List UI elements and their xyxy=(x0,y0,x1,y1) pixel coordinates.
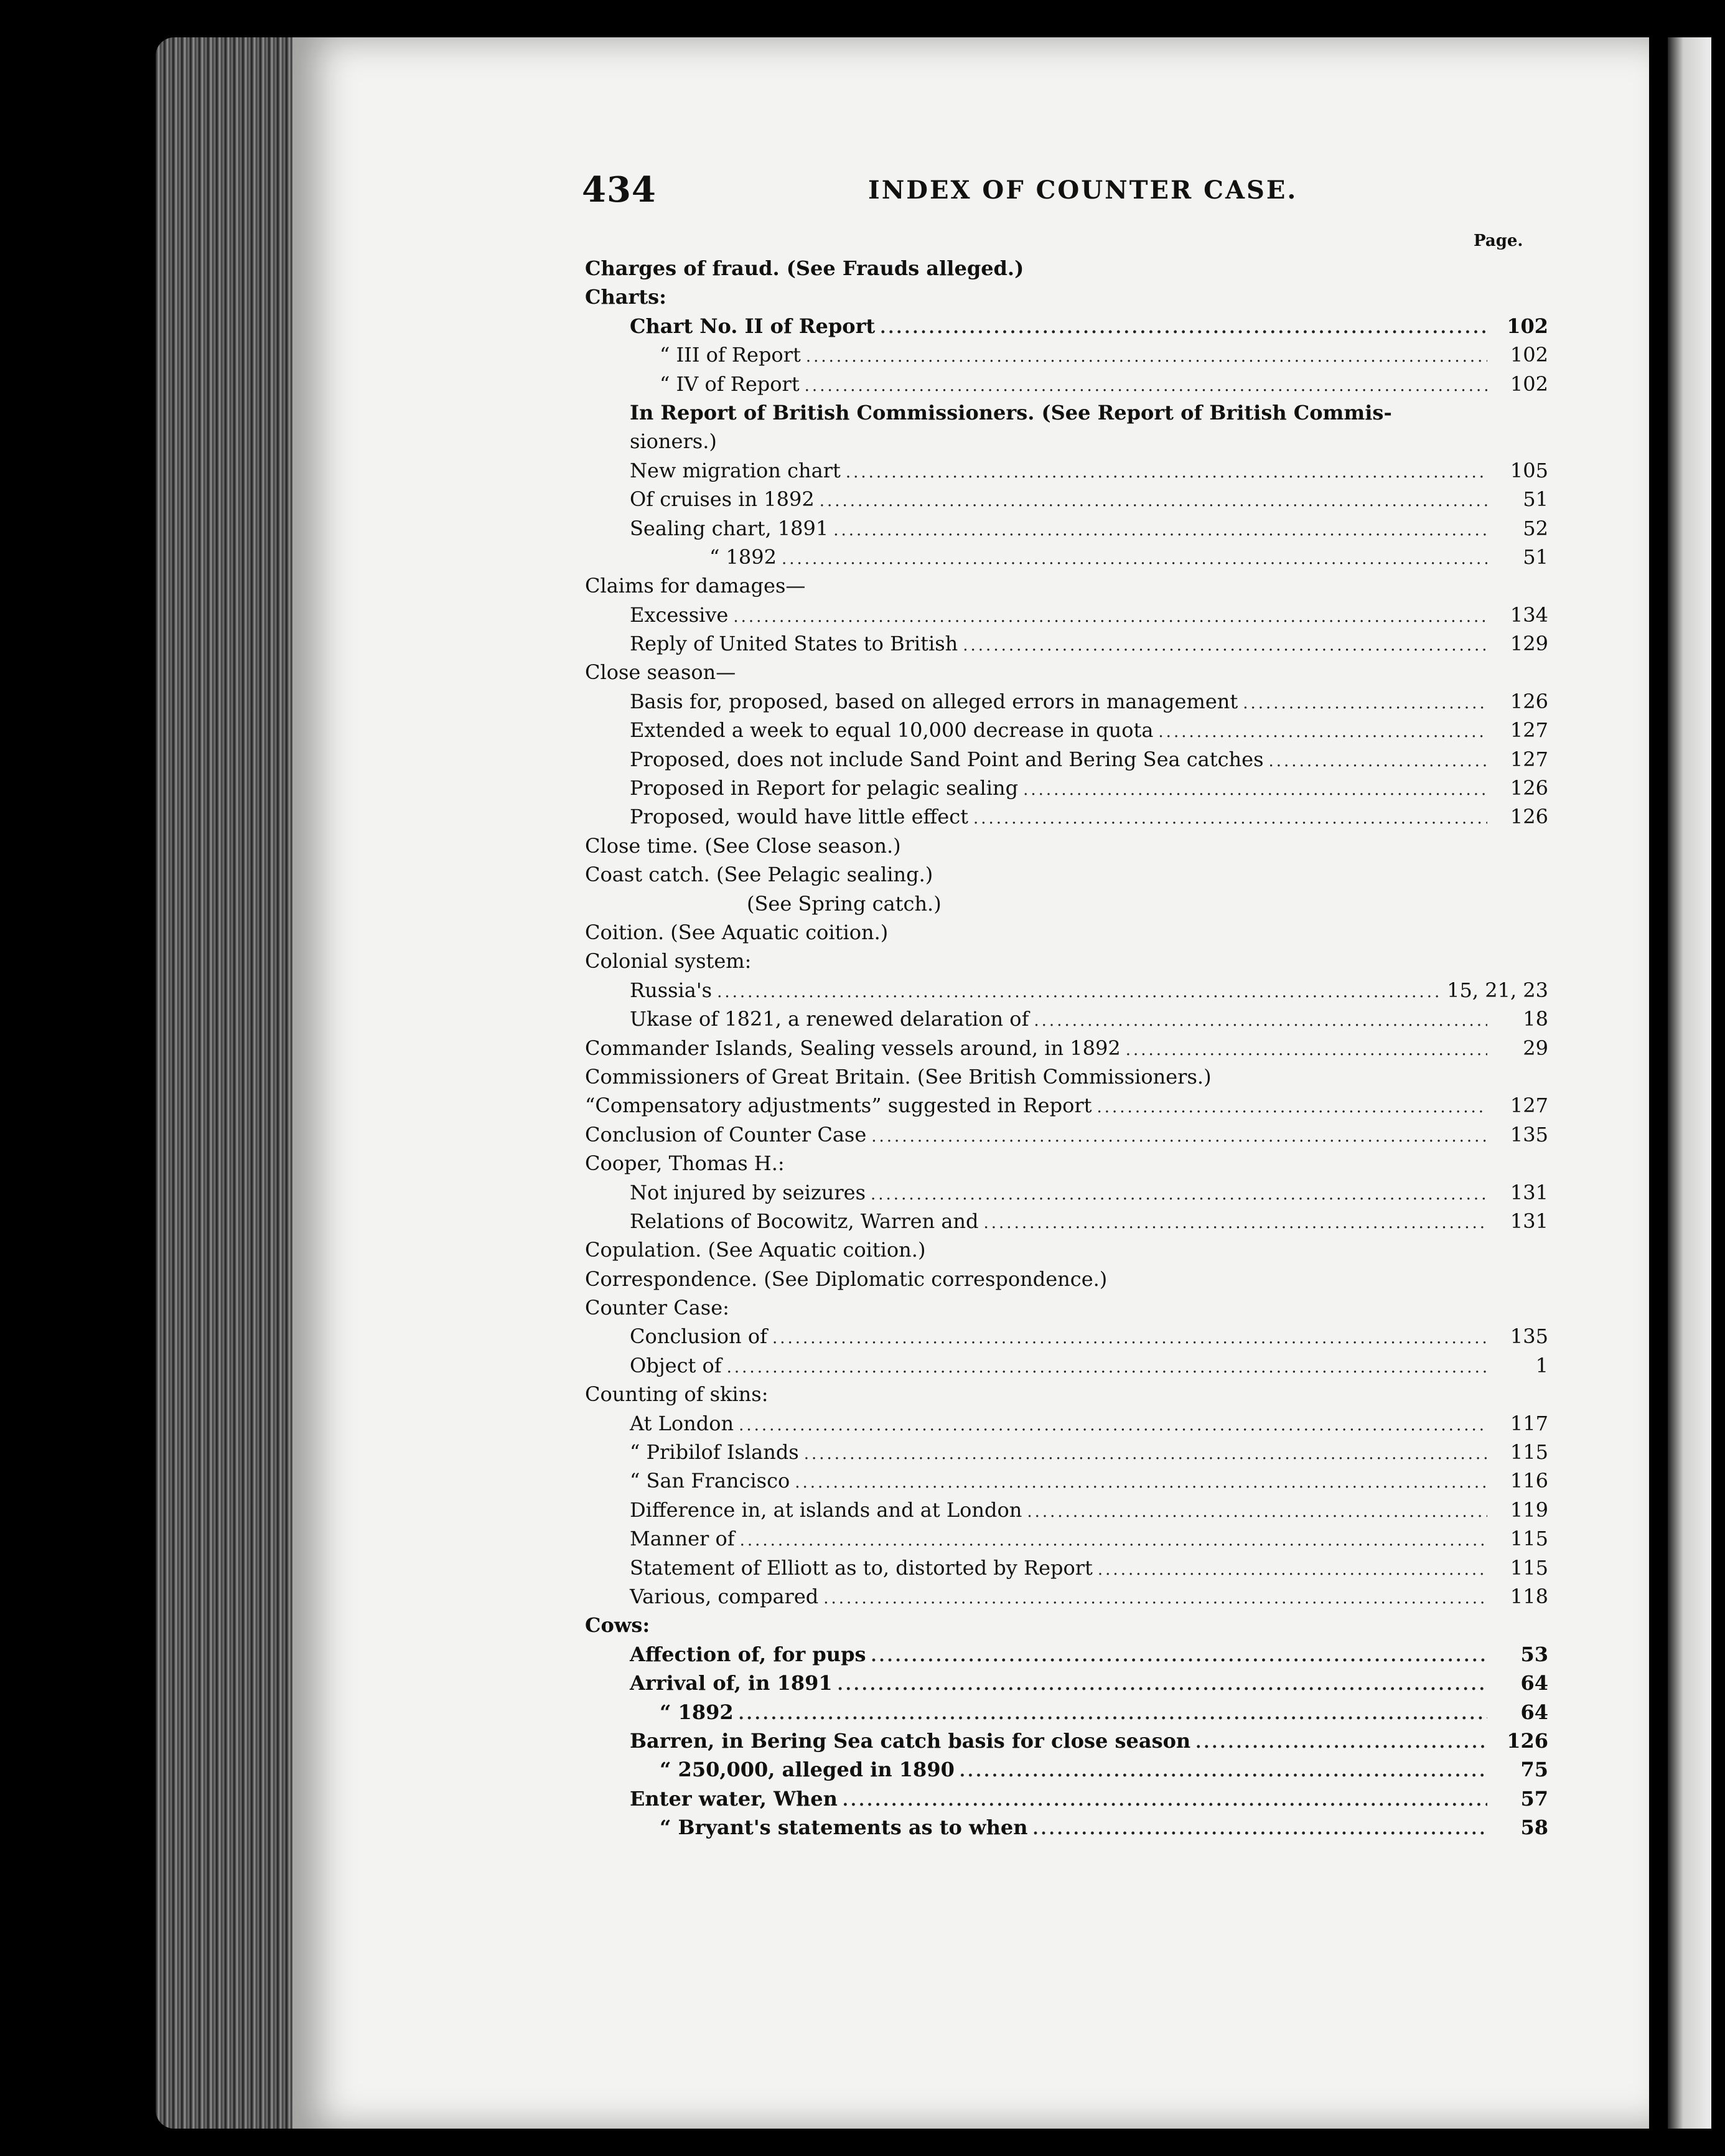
leader-dots xyxy=(838,1671,1487,1699)
index-entry-page: 127 xyxy=(1510,1094,1548,1118)
index-entry-page: 1 xyxy=(1535,1353,1548,1377)
index-entry xyxy=(585,1438,1548,1466)
index-entry-text: Reply of United States to British xyxy=(630,632,958,656)
index-entry xyxy=(585,687,1548,716)
index-entry-page: 134 xyxy=(1510,602,1548,627)
index-entry-text: “ 1892 xyxy=(709,545,777,569)
index-entry xyxy=(585,1091,1548,1120)
leader-dots xyxy=(973,804,1487,833)
index-entry-text: Colonial system: xyxy=(585,949,752,973)
index-entry-page: 102 xyxy=(1510,343,1548,367)
index-entry-page: 115 xyxy=(1510,1440,1548,1465)
index-entry xyxy=(585,398,1548,427)
index-entry xyxy=(585,1554,1548,1582)
index-entry-page: 131 xyxy=(1510,1209,1548,1233)
index-entry-page: 135 xyxy=(1510,1324,1548,1349)
index-entry xyxy=(585,802,1548,831)
index-entry xyxy=(585,1207,1548,1235)
leader-dots xyxy=(1098,1555,1487,1584)
index-entry-text: “ Pribilof Islands xyxy=(630,1440,799,1465)
index-entry-text: Manner of xyxy=(630,1527,735,1551)
index-entry-page: 117 xyxy=(1510,1411,1548,1435)
index-entry xyxy=(585,1322,1548,1351)
index-entry-text: Charges of fraud. (See Frauds alleged.) xyxy=(585,256,1024,280)
index-entry-text: Barren, in Bering Sea catch basis for close season xyxy=(630,1728,1191,1753)
index-entry-text: Conclusion of Counter Case xyxy=(585,1122,867,1146)
index-entry-text: Russia's xyxy=(630,978,713,1002)
index-entry-page: 75 xyxy=(1520,1758,1548,1782)
index-entry-page: 126 xyxy=(1510,776,1548,800)
index-entry-text: Various, compared xyxy=(630,1584,819,1608)
index-entry-text: Relations of Bocowitz, Warren and xyxy=(630,1209,979,1233)
index-entry xyxy=(585,629,1548,658)
index-entry-text: Not injured by seizures xyxy=(630,1180,866,1204)
leader-dots xyxy=(1027,1497,1487,1526)
index-entry-text: Correspondence. (See Diplomatic correspondence.) xyxy=(585,1267,1108,1291)
leader-dots xyxy=(805,372,1487,400)
index-entry xyxy=(585,370,1548,398)
index-entry xyxy=(585,1524,1548,1553)
index-entry-page: 126 xyxy=(1510,689,1548,713)
index-entry-text: (See Spring catch.) xyxy=(747,891,942,916)
index-entry-text: Difference in, at islands and at London xyxy=(630,1497,1022,1522)
index-entry-text: Statement of Elliott as to, distorted by Report xyxy=(630,1555,1093,1580)
index-entry-text: Close season— xyxy=(585,660,736,685)
index-entry-text: Commissioners of Great Britain. (See British Commissioners.) xyxy=(585,1064,1212,1089)
index-entry xyxy=(585,745,1548,774)
index-entry-text: “ IV of Report xyxy=(660,372,800,396)
index-entry-page: 135 xyxy=(1510,1122,1548,1146)
index-entry-page: 51 xyxy=(1523,487,1548,512)
index-entry xyxy=(585,1640,1548,1669)
leader-dots xyxy=(727,1353,1487,1382)
page-header xyxy=(582,169,1553,219)
index-entry xyxy=(585,1005,1548,1033)
index-entry-text: Arrival of, in 1891 xyxy=(630,1671,833,1695)
index-entry-page: 57 xyxy=(1520,1786,1548,1811)
index-entry xyxy=(585,571,1548,600)
leader-dots xyxy=(1158,718,1487,746)
leader-dots xyxy=(1126,1036,1487,1064)
leader-dots xyxy=(1034,1006,1487,1035)
leader-dots xyxy=(772,1324,1487,1352)
index-entry xyxy=(585,456,1548,485)
index-entry-text: Enter water, When xyxy=(630,1786,838,1811)
index-entry-text: Extended a week to equal 10,000 decrease in quota xyxy=(630,718,1154,743)
index-entry-text: Coast catch. (See Pelagic sealing.) xyxy=(585,863,933,887)
index-entry-text: “Compensatory adjustments” suggested in Report xyxy=(585,1094,1092,1118)
index-entry-page: 102 xyxy=(1507,314,1548,338)
index-entry xyxy=(585,1351,1548,1380)
index-entry-page: 131 xyxy=(1510,1180,1548,1204)
index-entry xyxy=(585,716,1548,744)
index-entry-text: Object of xyxy=(630,1353,722,1377)
index-entry-text: Counter Case: xyxy=(585,1296,729,1320)
leader-dots xyxy=(833,516,1487,545)
index-entry-text: Excessive xyxy=(630,602,729,627)
leader-dots xyxy=(1023,776,1487,804)
index-entry-text: Claims for damages— xyxy=(585,574,806,598)
index-entry xyxy=(585,601,1548,629)
index-entry-text: Proposed, does not include Sand Point and Bering Sea catches xyxy=(630,747,1264,771)
leader-dots xyxy=(871,1642,1487,1671)
index-entry xyxy=(585,1149,1548,1178)
index-entry-text: Conclusion of xyxy=(630,1324,767,1349)
index-entry xyxy=(585,1669,1548,1697)
index-entry-page: 64 xyxy=(1520,1671,1548,1695)
index-entry xyxy=(585,918,1548,947)
index-entry xyxy=(585,1235,1548,1264)
index-entry-text: Cows: xyxy=(585,1613,650,1638)
index-entry-text: Coition. (See Aquatic coition.) xyxy=(585,920,889,944)
index-entry-text: Affection of, for pups xyxy=(630,1642,866,1666)
index-entry xyxy=(585,1409,1548,1438)
index-entry-page: 58 xyxy=(1520,1816,1548,1840)
index-entry xyxy=(585,1698,1548,1727)
index-entry xyxy=(585,1265,1548,1293)
index-entry-text: Counting of skins: xyxy=(585,1382,769,1407)
index-entry-page: 105 xyxy=(1510,458,1548,482)
page-number: 434 xyxy=(582,169,657,210)
index-entry-text: New migration chart xyxy=(630,458,841,482)
index-entry xyxy=(585,1034,1548,1062)
index-entry-text: In Report of British Commissioners. (See Report of British Commis- xyxy=(630,400,1392,424)
index-entry-page: 127 xyxy=(1510,747,1548,771)
index-entry xyxy=(585,1611,1548,1639)
index-entry-text: Charts: xyxy=(585,285,666,309)
index-entry-text: “ III of Report xyxy=(660,343,801,367)
leader-dots xyxy=(871,1180,1487,1209)
index-entry-page: 64 xyxy=(1520,1700,1548,1724)
leader-dots xyxy=(1097,1093,1488,1122)
index-entry xyxy=(585,340,1548,369)
index-entry xyxy=(585,283,1548,311)
leader-dots xyxy=(843,1786,1487,1815)
leader-dots xyxy=(740,1526,1487,1555)
index-entry xyxy=(585,1727,1548,1755)
index-entry-text: Chart No. II of Report xyxy=(630,314,876,338)
leader-dots xyxy=(820,487,1487,515)
index-entry-text: Sealing chart, 1891 xyxy=(630,516,829,540)
leader-dots xyxy=(717,978,1442,1006)
index-entry-page: 126 xyxy=(1507,1728,1548,1753)
index-entry-page: 115 xyxy=(1510,1555,1548,1580)
index-entry xyxy=(585,774,1548,802)
leader-dots xyxy=(1195,1728,1487,1757)
leader-dots xyxy=(739,1411,1487,1440)
index-entry-page: 118 xyxy=(1510,1584,1548,1608)
leader-dots xyxy=(1269,747,1487,776)
index-entry-page: 129 xyxy=(1510,632,1548,656)
leader-dots xyxy=(960,1757,1487,1786)
index-entry-page: 53 xyxy=(1520,1642,1548,1666)
index-entry xyxy=(585,947,1548,975)
index-entry xyxy=(585,1582,1548,1611)
index-entry-page: 29 xyxy=(1523,1036,1548,1060)
index-entry xyxy=(585,832,1548,860)
leader-dots xyxy=(804,1440,1487,1468)
leader-dots xyxy=(795,1468,1487,1497)
page-column-label: Page. xyxy=(1474,232,1523,250)
index-entry-text: Proposed, would have little effect xyxy=(630,805,968,829)
index-entry-text: Of cruises in 1892 xyxy=(630,487,815,512)
leader-dots xyxy=(823,1584,1487,1613)
index-entry-page: 119 xyxy=(1510,1497,1548,1522)
index-entry xyxy=(585,1120,1548,1149)
index-entry-text: At London xyxy=(630,1411,734,1435)
index-entry-page: 115 xyxy=(1510,1527,1548,1551)
index-entry-text: “ 250,000, alleged in 1890 xyxy=(660,1758,955,1782)
leader-dots xyxy=(846,458,1487,487)
index-entry xyxy=(585,1813,1548,1842)
leader-dots xyxy=(739,1700,1487,1728)
index-entry xyxy=(585,658,1548,687)
index-entry xyxy=(585,1062,1548,1091)
index-entry-page: 116 xyxy=(1510,1469,1548,1493)
index-entry xyxy=(585,1496,1548,1524)
running-title: INDEX OF COUNTER CASE. xyxy=(868,176,1298,205)
index-entry xyxy=(585,514,1548,543)
leader-dots xyxy=(1243,689,1487,718)
index-entry-page: 126 xyxy=(1510,805,1548,829)
index-entry-text: “ San Francisco xyxy=(630,1469,790,1493)
index-entry-text: Commander Islands, Sealing vessels around, in 1892 xyxy=(585,1036,1121,1060)
index-entry xyxy=(585,1466,1548,1495)
facing-page-edge xyxy=(1668,37,1711,2129)
index-entry-page: 127 xyxy=(1510,718,1548,743)
index-entry-page: 52 xyxy=(1523,516,1548,540)
index-entry-page: 15, 21, 23 xyxy=(1447,978,1548,1002)
index-list xyxy=(585,254,1548,1842)
leader-dots xyxy=(871,1122,1487,1151)
index-entry xyxy=(585,485,1548,513)
index-entry xyxy=(585,1293,1548,1322)
index-entry-text: Copulation. (See Aquatic coition.) xyxy=(585,1238,926,1262)
index-entry-text: Close time. (See Close season.) xyxy=(585,833,901,858)
index-entry xyxy=(585,1784,1548,1813)
index-entry-page: 18 xyxy=(1523,1007,1548,1031)
index-entry xyxy=(585,427,1548,456)
index-entry-text: “ 1892 xyxy=(660,1700,734,1724)
index-entry-text: sioners.) xyxy=(630,429,717,454)
index-entry-text: Ukase of 1821, a renewed delaration of xyxy=(630,1007,1029,1031)
index-entry-text: Basis for, proposed, based on alleged errors in management xyxy=(630,689,1238,713)
index-entry xyxy=(585,1755,1548,1784)
index-entry xyxy=(585,889,1548,918)
book-page-edges xyxy=(156,37,305,2129)
leader-dots xyxy=(782,545,1487,573)
leader-dots xyxy=(733,602,1487,631)
leader-dots xyxy=(880,314,1487,342)
leader-dots xyxy=(963,631,1487,660)
leader-dots xyxy=(806,342,1487,371)
index-entry-text: Proposed in Report for pelagic sealing xyxy=(630,776,1019,800)
index-entry xyxy=(585,976,1548,1005)
index-entry xyxy=(585,312,1548,340)
index-entry xyxy=(585,254,1548,283)
index-entry xyxy=(585,1380,1548,1408)
index-entry xyxy=(585,860,1548,889)
index-entry xyxy=(585,543,1548,571)
index-entry-page: 51 xyxy=(1523,545,1548,569)
index-entry-page: 102 xyxy=(1510,372,1548,396)
index-entry xyxy=(585,1178,1548,1207)
leader-dots xyxy=(1032,1815,1487,1844)
leader-dots xyxy=(984,1209,1487,1237)
index-entry-text: Cooper, Thomas H.: xyxy=(585,1151,785,1176)
index-entry-text: “ Bryant's statements as to when xyxy=(660,1816,1028,1840)
